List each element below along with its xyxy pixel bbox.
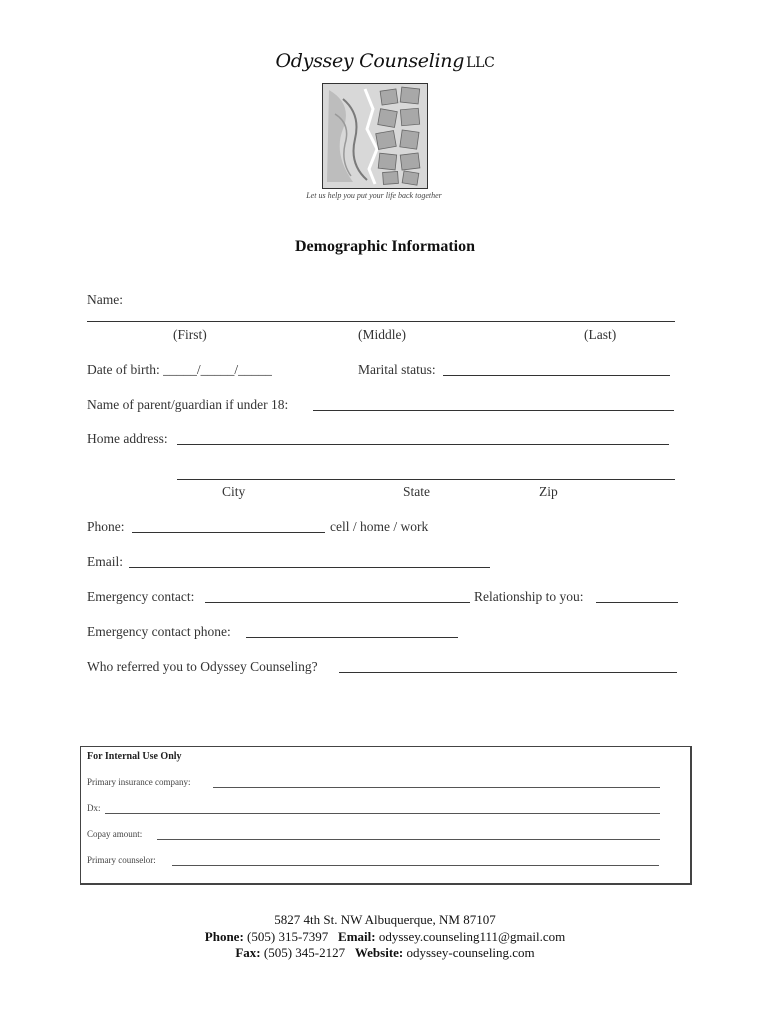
marital-status-label: Marital status: [358,362,436,377]
emergency-phone-label: Emergency contact phone: [87,624,231,639]
footer-address: 5827 4th St. NW Albuquerque, NM 87107 [274,912,496,927]
phone-label: Phone: [87,519,125,534]
counselor-field[interactable] [172,865,659,866]
phone-field[interactable] [132,532,325,533]
page-title: Demographic Information [295,238,475,255]
emergency-contact-label: Emergency contact: [87,589,195,604]
name-last-label: (Last) [584,327,617,342]
marital-status-field[interactable] [443,375,670,376]
puzzle-tiles-logo-icon [322,83,428,189]
state-label: State [403,484,430,499]
referral-field[interactable] [339,672,677,673]
name-first-label: (First) [173,327,207,342]
counselor-label: Primary counselor: [87,855,156,865]
org-suffix: LLC [466,55,495,71]
zip-label: Zip [539,484,558,499]
org-name-text: Odyssey Counseling [275,50,465,72]
email-field[interactable] [129,567,490,568]
name-middle-label: (Middle) [358,327,406,342]
address-city-state-zip-field[interactable] [177,479,675,480]
email-label: Email: [87,554,123,569]
footer-fax-label: Fax: [235,945,261,960]
insurance-label: Primary insurance company: [87,777,191,787]
dob-field[interactable]: Date of birth: _____/_____/_____ [87,362,272,377]
footer-website[interactable]: odyssey-counseling.com [406,945,535,960]
guardian-label: Name of parent/guardian if under 18: [87,397,289,412]
footer-website-label: Website: [354,945,404,960]
footer-fax-line [0,945,770,961]
relationship-label: Relationship to you: [474,589,584,604]
address-label: Home address: [87,431,168,446]
emergency-contact-field[interactable] [205,602,470,603]
tagline: Let us help you put your life back together [306,191,442,200]
dx-field[interactable] [105,813,660,814]
phone-type-options: cell / home / work [330,519,429,534]
emergency-phone-field[interactable] [246,637,458,638]
address-field[interactable] [177,444,669,445]
name-label: Name: [87,292,123,307]
city-label: City [222,484,246,499]
name-field[interactable] [87,321,675,322]
org-name [0,50,770,72]
insurance-field[interactable] [213,787,660,788]
footer-contact-line [0,929,770,945]
dx-label: Dx: [87,803,101,813]
footer-phone-label: Phone: [204,929,244,944]
relationship-field[interactable] [596,602,678,603]
footer-email[interactable]: odyssey.counseling111@gmail.com [378,929,566,944]
footer-fax: (505) 345-2127 [263,945,346,960]
copay-field[interactable] [157,839,660,840]
referral-label: Who referred you to Odyssey Counseling? [87,659,318,674]
internal-use-title: For Internal Use Only [87,751,182,762]
footer-phone: (505) 315-7397 [247,929,329,944]
copay-label: Copay amount: [87,829,143,839]
footer-email-label: Email: [338,929,376,944]
guardian-field[interactable] [313,410,674,411]
